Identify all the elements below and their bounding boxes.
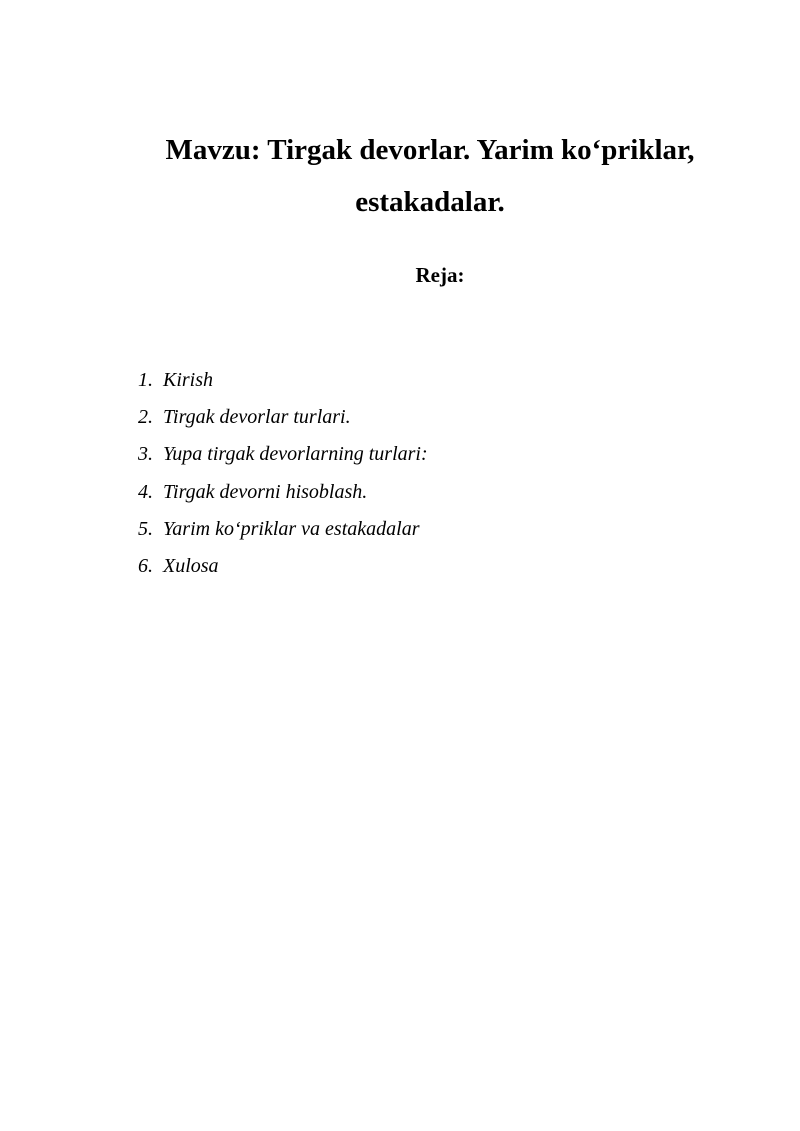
- plan-item: [138, 513, 658, 550]
- plan-item-text: Xulosa: [163, 554, 219, 577]
- plan-item-text: Yupa tirgak devorlarning turlari:: [163, 443, 428, 466]
- plan-item-text: Yarim ko‘priklar va estakadalar: [163, 517, 420, 540]
- plan-item-number: 3.: [138, 443, 153, 466]
- plan-item-text: Tirgak devorni hisoblash.: [163, 480, 368, 503]
- plan-item: [138, 476, 658, 513]
- plan-item-number: 5.: [138, 517, 153, 540]
- plan-list: [138, 364, 658, 587]
- plan-item-number: 6.: [138, 554, 153, 577]
- plan-item: [138, 550, 658, 587]
- plan-item-number: 1.: [138, 369, 153, 391]
- plan-item-text: Tirgak devorlar turlari.: [163, 406, 351, 429]
- plan-item: [138, 364, 658, 401]
- plan-item: [138, 438, 658, 475]
- plan-item-number: 2.: [138, 406, 153, 429]
- title-line-1: Mavzu: Tirgak devorlar. Yarim ko‘priklar,: [165, 134, 695, 166]
- plan-item-number: 4.: [138, 480, 153, 503]
- plan-heading: Reja:: [415, 263, 465, 287]
- document-title: [150, 124, 710, 228]
- plan-item-text: Kirish: [163, 369, 214, 391]
- title-line-2: estakadalar.: [355, 186, 505, 218]
- plan-item: [138, 401, 658, 438]
